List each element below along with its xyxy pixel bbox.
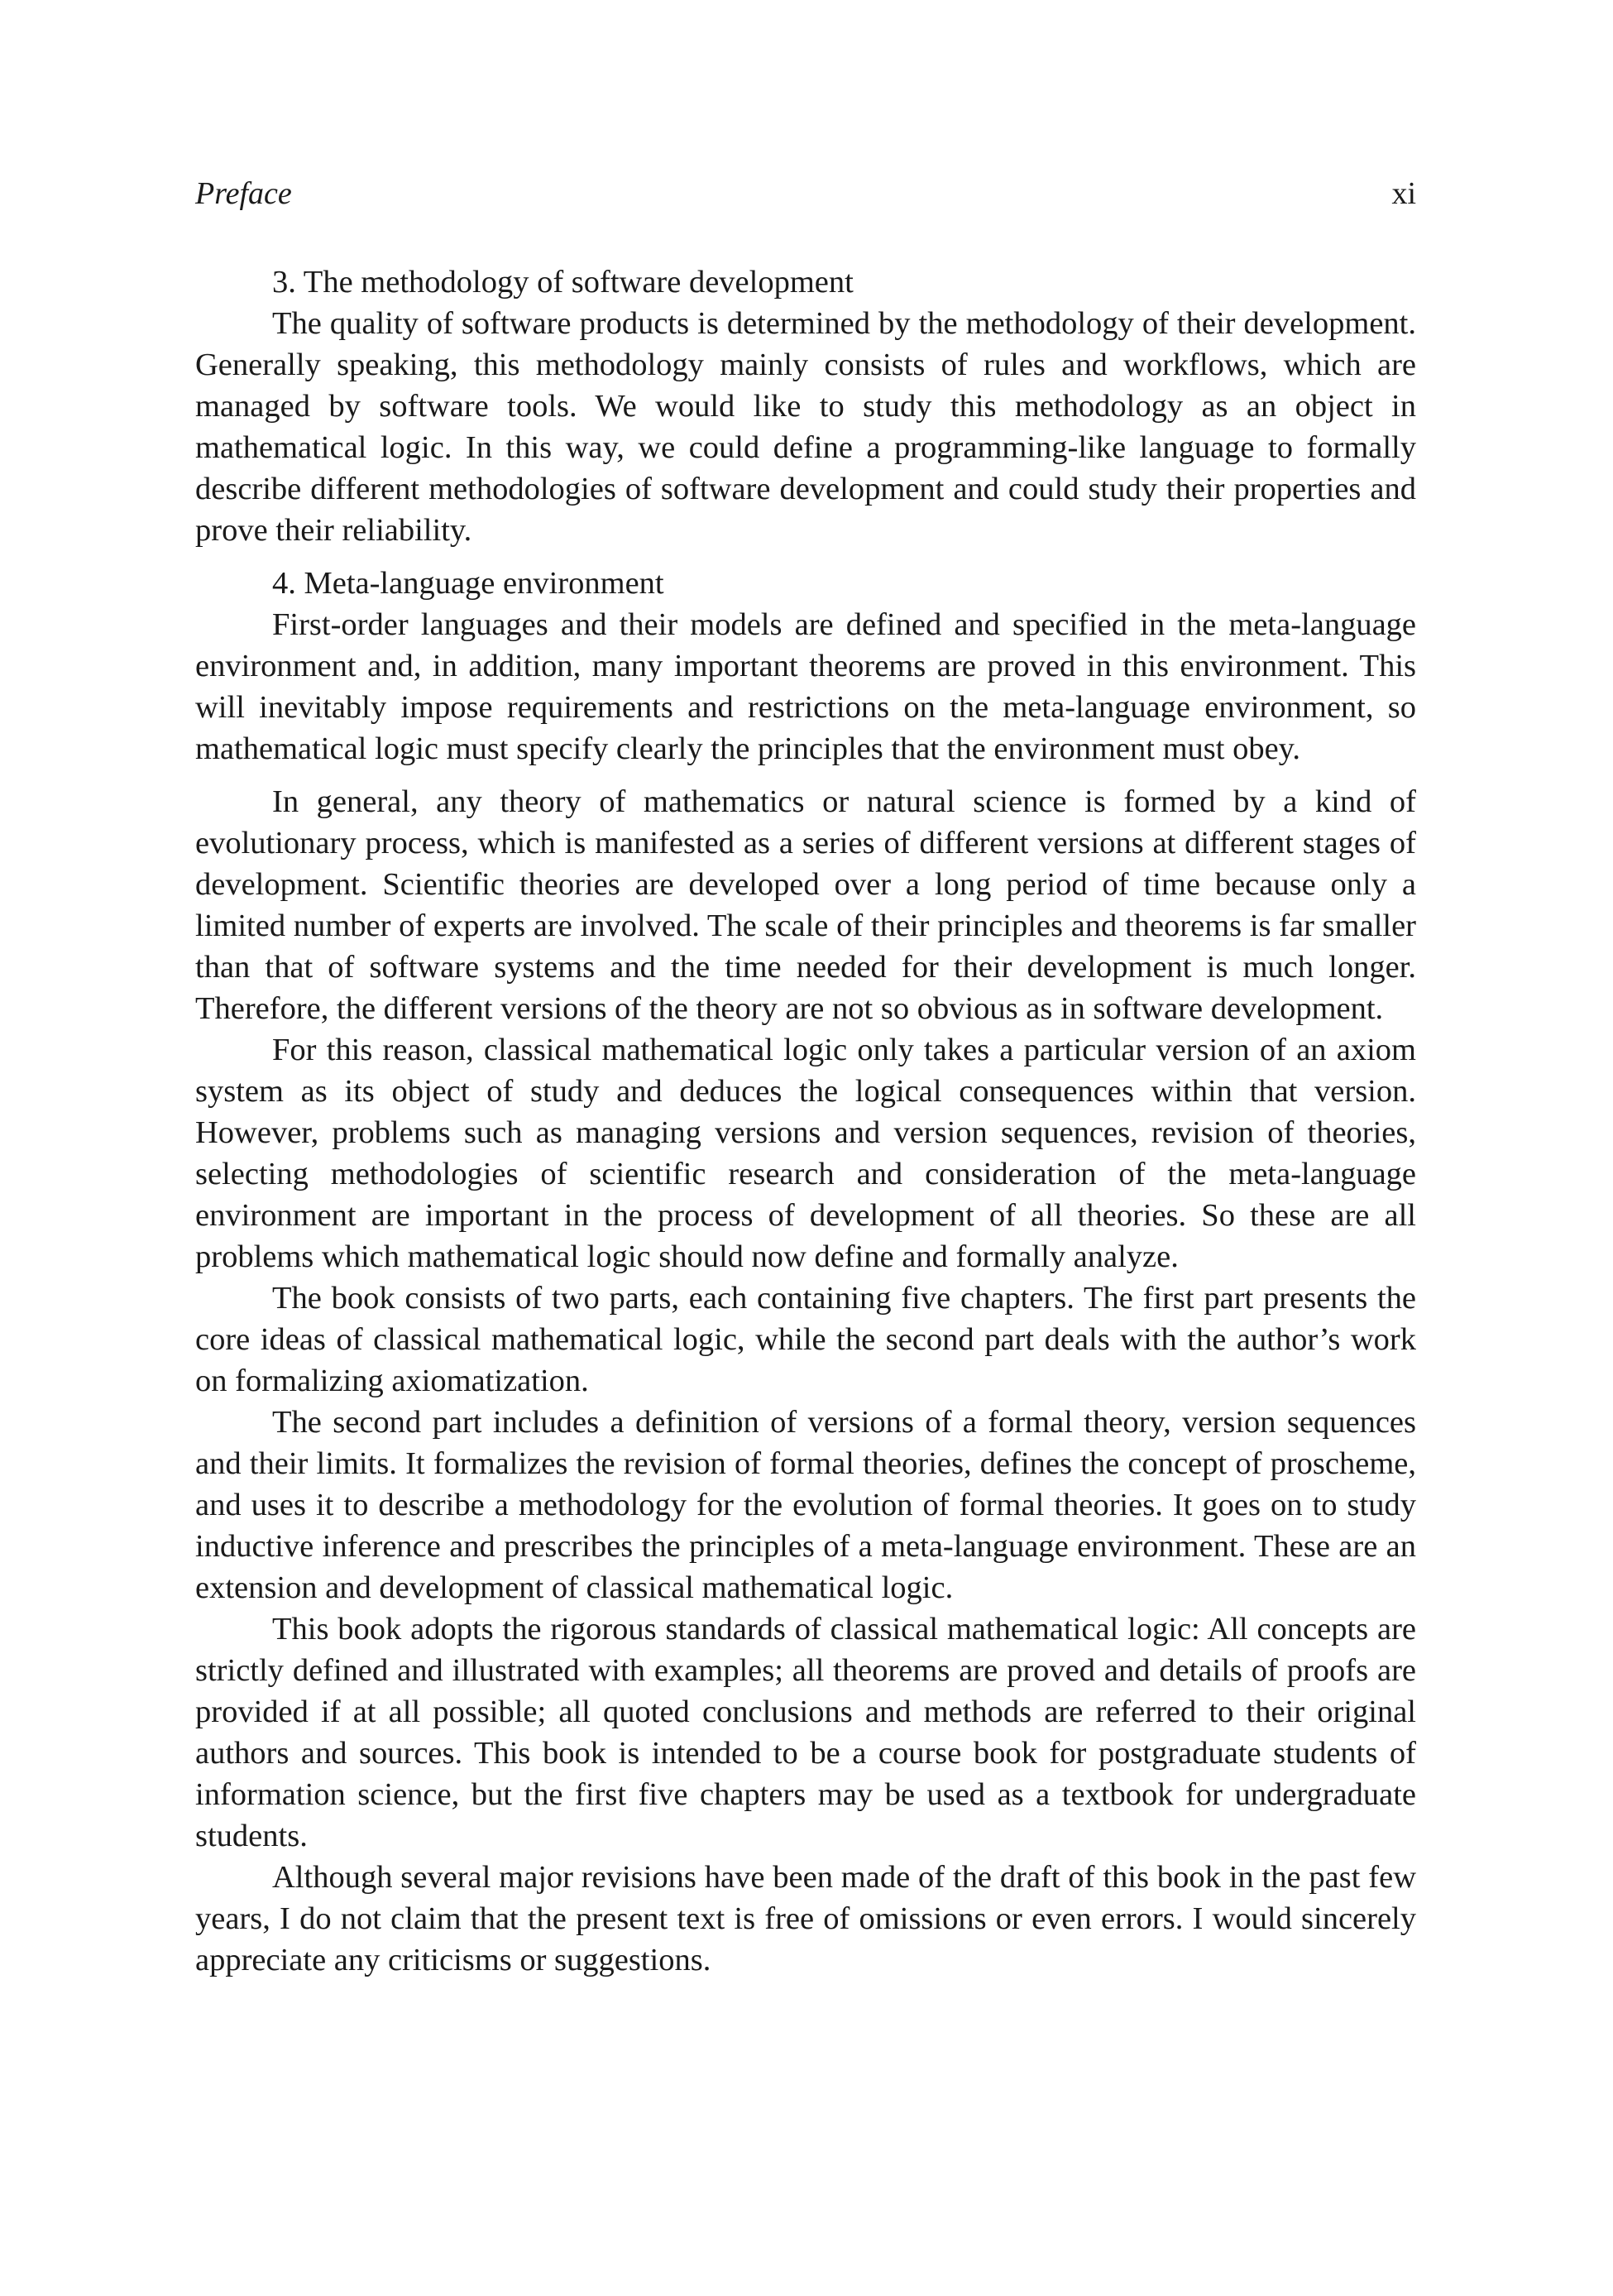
item-heading: 3. The methodology of software development <box>272 265 854 300</box>
body-paragraph: Although several major revisions have been made of the draft of this book in the past few years, I do not claim that the present text is free of omissions or even errors. I would sincerely appreciate any criticisms or suggestions. <box>195 1860 1416 1977</box>
page-number: xi <box>1391 176 1416 211</box>
body-paragraph: This book adopts the rigorous standards of classical mathematical logic: All concepts are strictly defined and illustrated with examples; all theorems are proved and details of proofs are provided if at all possible; all quoted conclusions and methods are referred to their original authors and sources. This book is intended to be a course book for postgraduate students of information science, but the first five chapters may be used as a textbook for undergraduate students. <box>195 1612 1416 1853</box>
item-paragraph: The quality of software products is determined by the methodology of their development. Generally speaking, this methodology mainly consists of rules and workflows, which are managed by software tools. We would like to study this methodology as an object in mathematical logic. In this way, we could define a programming-like language to formally describe different methodologies of software development and could study their properties and prove their reliability. <box>195 306 1416 548</box>
body-paragraph: In general, any theory of mathematics or natural science is formed by a kind of evolutionary process, which is manifested as a series of different versions at different stages of development. Scientific theories are developed over a long period of time because only a limited number of experts are involved. The scale of their principles and theorems is far smaller than that of software systems and the time needed for their development is much longer. Therefore, the different versions of the theory are not so obvious as in software development. <box>195 784 1416 1026</box>
body-paragraph: The book consists of two parts, each containing five chapters. The first part presents the core ideas of classical mathematical logic, while the second part deals with the author’s work on formalizing axiomatization. <box>195 1281 1416 1398</box>
list-item <box>195 261 1416 551</box>
running-head <box>195 170 1416 217</box>
section-title: Preface <box>195 176 292 211</box>
body-paragraph: The second part includes a definition of versions of a formal theory, version sequences and their limits. It formalizes the revision of formal theories, defines the concept of proscheme, and uses it to describe a methodology for the evolution of formal theories. It goes on to study inductive inference and prescribes the principles of a meta-language environment. These are an extension and development of classical mathematical logic. <box>195 1405 1416 1605</box>
page-body <box>195 261 1416 1981</box>
item-paragraph: First-order languages and their models are defined and specified in the meta-language environment and, in addition, many important theorems are proved in this environment. This will inevitably impose requirements and restrictions on the meta-language environment, so mathematical logic must specify clearly the principles that the environment must obey. <box>195 607 1416 766</box>
list-item <box>195 563 1416 769</box>
body-paragraph: For this reason, classical mathematical logic only takes a particular version of an axiom system as its object of study and deduces the logical consequences within that version. However, problems such as managing versions and version sequences, revision of theories, selecting methodologies of scientific research and consideration of the meta-language environment are important in the process of development of all theories. So these are all problems which mathematical logic should now define and formally analyze. <box>195 1033 1416 1274</box>
book-page <box>195 170 1416 1981</box>
item-heading: 4. Meta-language environment <box>272 566 664 601</box>
